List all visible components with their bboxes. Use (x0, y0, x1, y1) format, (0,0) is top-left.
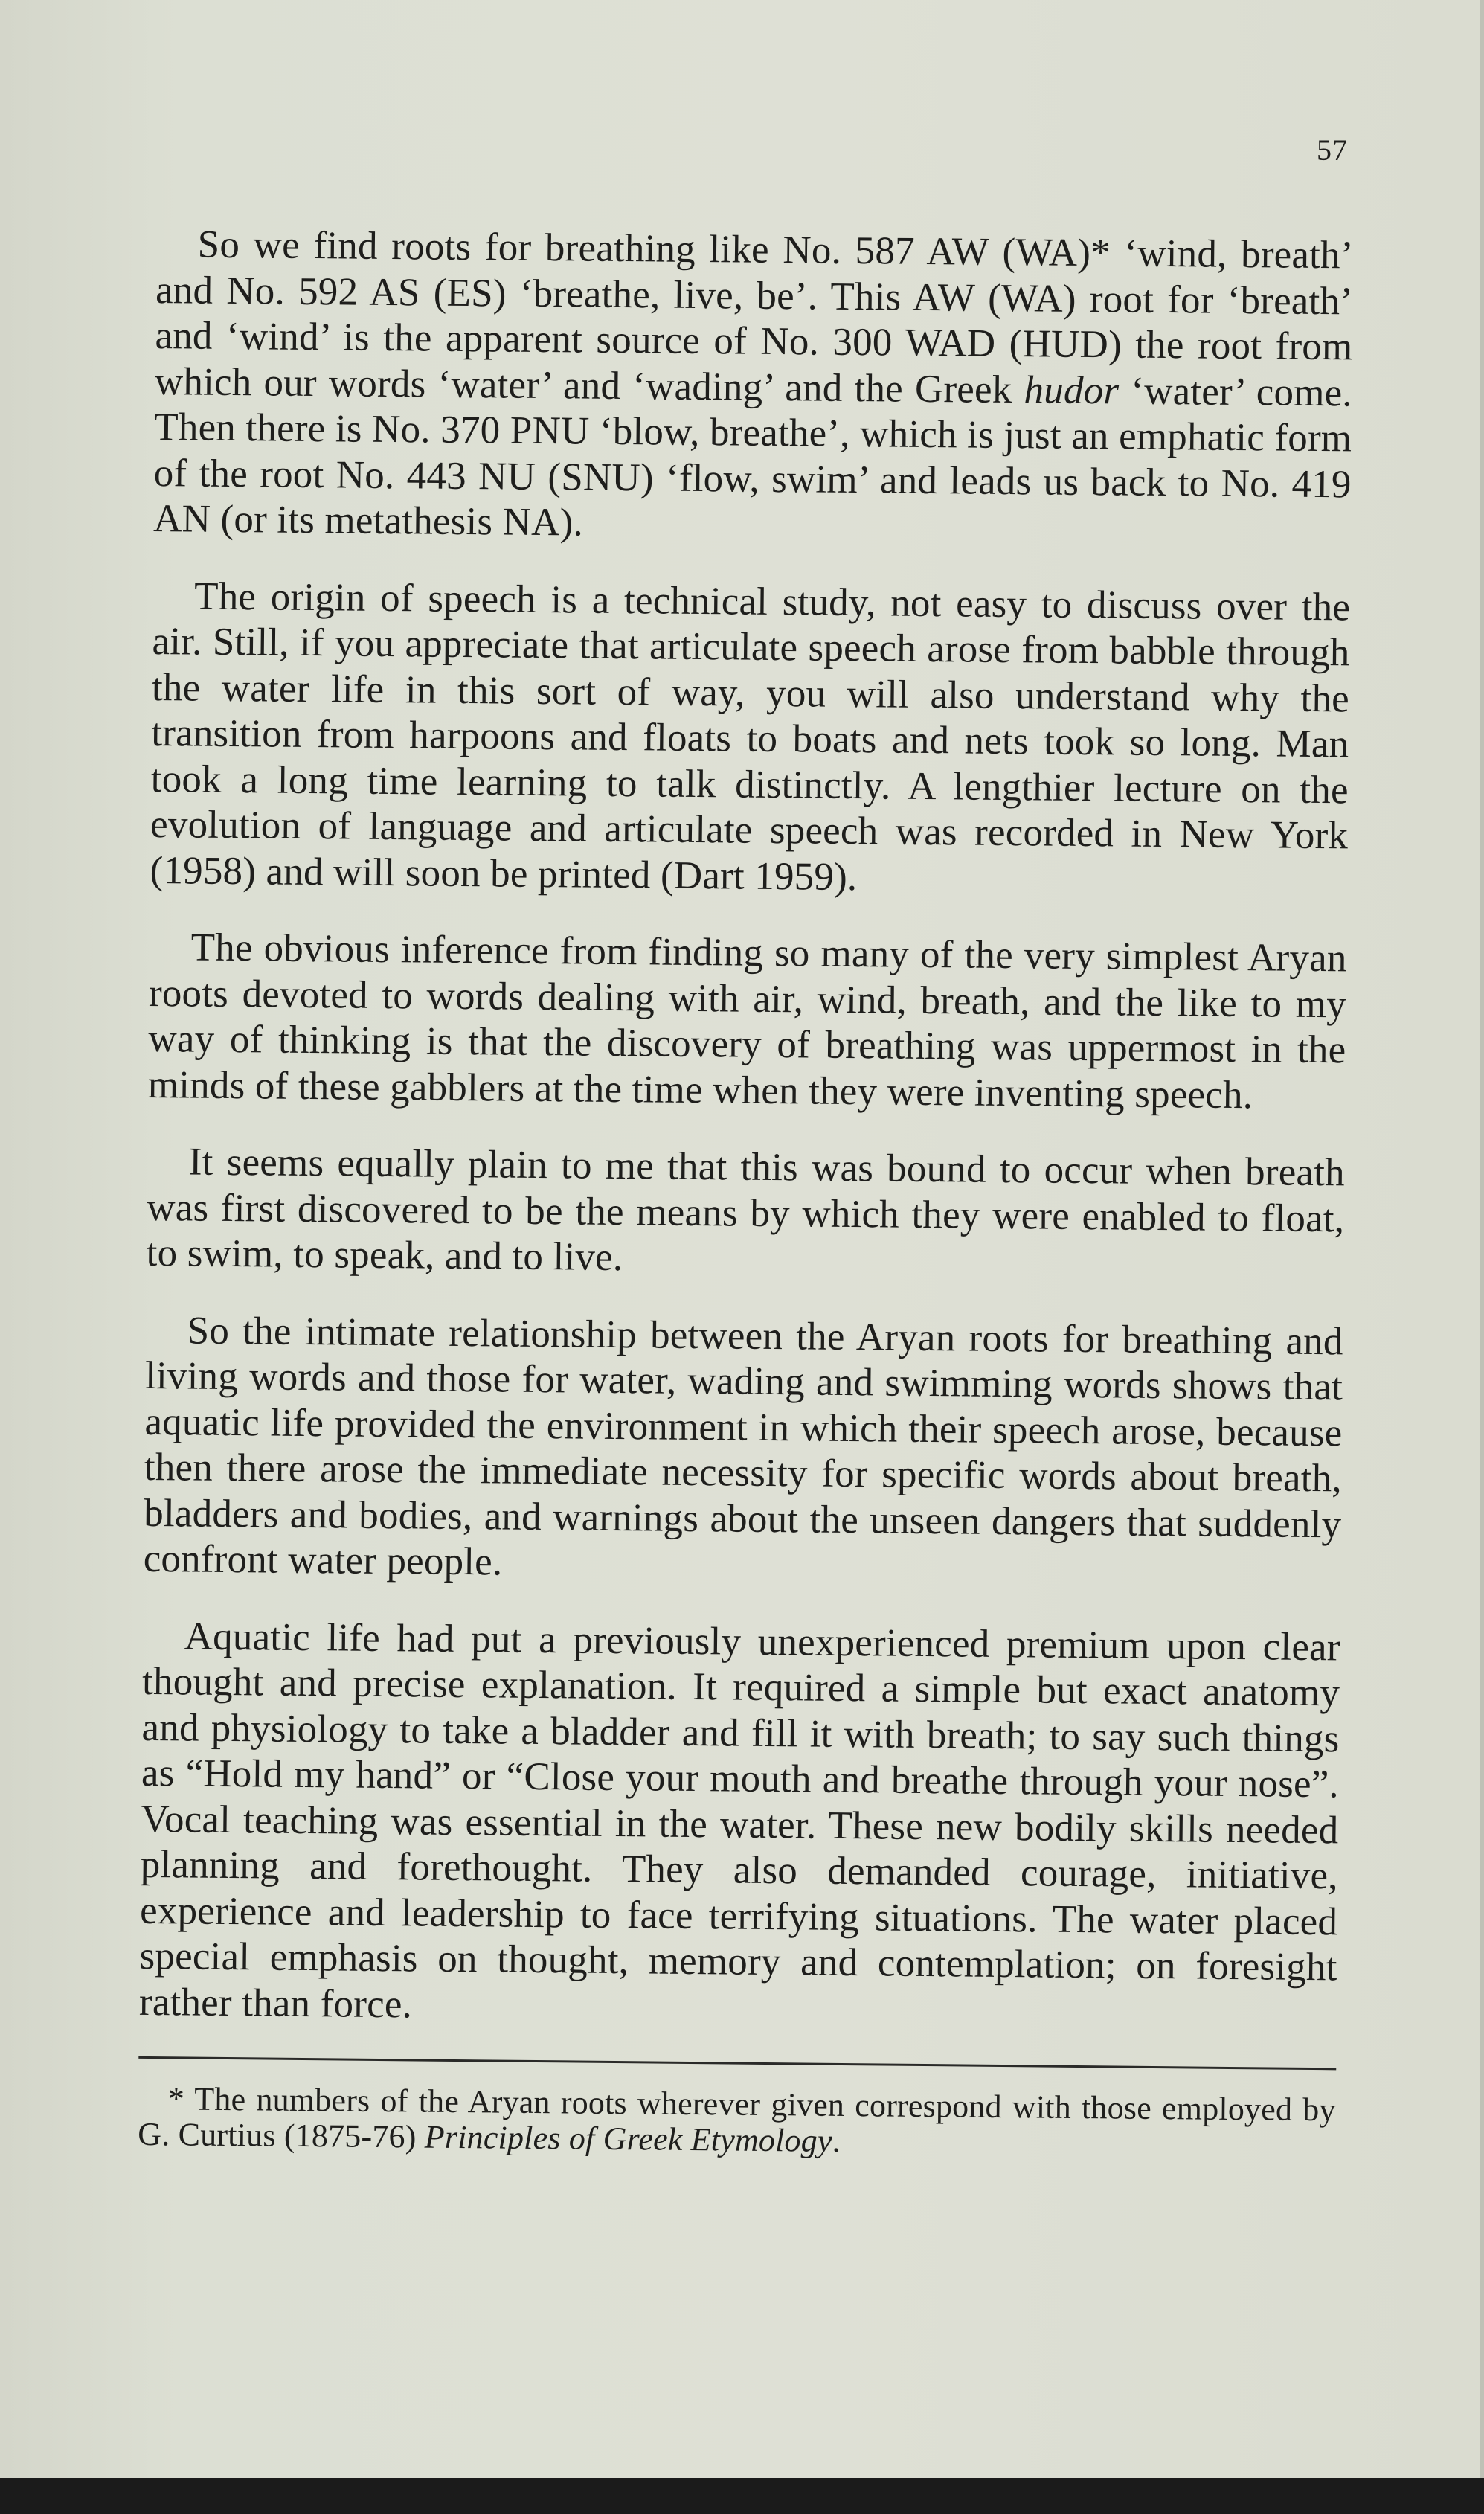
paragraph-6: Aquatic life had put a previously unexperienced premium upon clear thought and precise explanation. It required a simple but exact anatomy and physiology to take a bladder and fill it with breath; to say such things as “Hold my hand” or “Close your mouth and breathe through your nose”. Vocal teaching was essential in the water. These new bodily skills needed planning and forethought. They also demanded courage, initiative, experience and leadership to face terrifying situations. The water placed special emphasis on thought, memory and contemplation; on foresight rather than force. (138, 1614, 1340, 2026)
greek-word-hudor: hudor (1024, 368, 1120, 412)
paragraph-3: The obvious inference from finding so many of the very simplest Aryan roots devoted to words dealing with air, wind, breath, and the like to my way of thinking is that the discovery of breathing was uppermost in the minds of these gabblers at the time when they were inventing speech. (147, 926, 1347, 1117)
page-number: 57 (1317, 133, 1348, 167)
scan-border (0, 2478, 1484, 2514)
footnote (138, 2081, 1336, 2164)
body-text (138, 222, 1354, 2164)
page-edge (1480, 0, 1484, 2478)
paragraph-1 (153, 222, 1354, 554)
paragraph-2: The origin of speech is a technical study, not easy to discuss over the air. Still, if you appreciate that articulate speech arose from babble through the water life in this sort of way, you will also understand why the transition from harpoons and floats to boats and nets took so long. Man took a long time learning to talk distinctly. A lengthier lecture on the evolution of language and articulate speech was recorded in New York (1958) and will soon be printed (Dart 1959). (150, 574, 1351, 899)
footnote-text: * The numbers of the Aryan roots wherever given correspond with those employed by G. Curtius (1875-76) (138, 2080, 1336, 2155)
footnote-divider (138, 2056, 1336, 2070)
paragraph-5: So the intimate relationship between the Aryan roots for breathing and living words and those for water, wading and swimming words shows that aquatic life provided the environment in which their speech arose, because then there arose the immediate necessity for specific words about breath, bladders and bodies, and warnings about the unseen dangers that suddenly confront water people. (143, 1308, 1343, 1584)
paragraph-1-text: So we find roots for breathing like No. 587 AW (WA)* ‘wind, breath’ and No. 592 AS (ES) ‘breathe, live, be’. This AW (WA) root for ‘breath’ and ‘wind’ is the apparent source of No. 300 WAD (HUD) the root from which our words ‘water’ and ‘wading’ and the Greek (154, 222, 1354, 411)
footnote-text-end: . (832, 2122, 841, 2159)
paragraph-4: It seems equally plain to me that this was bound to occur when breath was first discovered to be the means by which they were enabled to float, to swim, to speak, and to live. (146, 1140, 1346, 1280)
paragraph-1-text-end: ‘water’ come. Then there is No. 370 PNU ‘blow, breathe’, which is just an emphatic form of the root No. 443 NU (SNU) ‘flow, swim’ and leads us back to No. 419 AN (or its metathesis NA). (152, 368, 1353, 545)
footnote-book-title: Principles of Greek Etymology (424, 2118, 832, 2159)
